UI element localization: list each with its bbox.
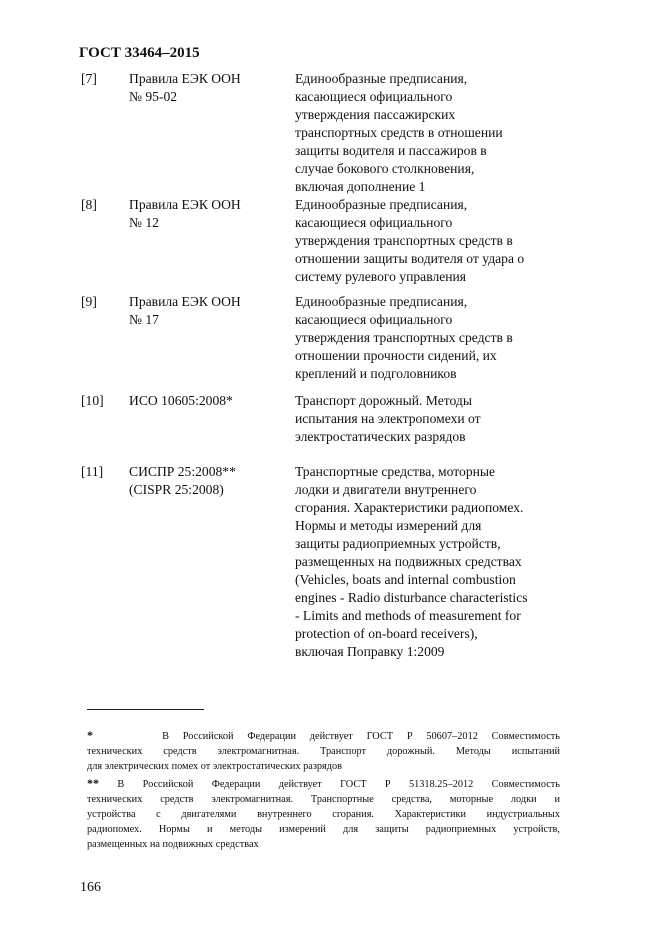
reference-title-line: (Vehicles, boats and internal combustion [295, 572, 516, 587]
reference-title-line: включая Поправку 1:2009 [295, 644, 445, 659]
reference-document-line: № 17 [129, 312, 159, 327]
page-number: 166 [80, 880, 101, 895]
reference-number: [7] [81, 71, 97, 86]
reference-title-line: protection of on-board receivers), [295, 626, 478, 641]
reference-title-line: лодки и двигатели внутреннего [295, 482, 477, 497]
reference-title-line: Единообразные предписания, [295, 197, 468, 212]
reference-title-line: Единообразные предписания, [295, 294, 468, 309]
reference-title-line: случае бокового столкновения, [295, 161, 475, 176]
reference-title-line: электростатических разрядов [295, 429, 466, 444]
reference-title [295, 70, 567, 196]
reference-document [129, 392, 267, 410]
reference-document [129, 463, 267, 499]
reference-number: [9] [81, 294, 97, 309]
reference-title-line: утверждения пассажирских [295, 107, 456, 122]
reference-title-line: отношении защиты водителя от удара о [295, 251, 525, 266]
reference-title-line: креплений и подголовников [295, 366, 457, 381]
reference-document-line: Правила ЕЭК ООН [129, 294, 241, 309]
footnote [87, 728, 560, 774]
footnote-separator [87, 709, 204, 710]
reference-title-line: касающиеся официального [295, 89, 453, 104]
reference-title-line: утверждения транспортных средств в [295, 233, 513, 248]
reference-title-line: Нормы и методы измерений для [295, 518, 482, 533]
reference-document [129, 70, 267, 106]
footnote-line: технических средств электромагнитная. Транспорт дорожный. Методы испытаний [87, 746, 560, 757]
footnote-mark: * [87, 728, 93, 742]
reference-title-line: систему рулевого управления [295, 269, 467, 284]
reference-title-line: транспортных средств в отношении [295, 125, 503, 140]
reference-title-line: утверждения транспортных средств в [295, 330, 513, 345]
reference-title-line: сгорания. Характеристики радиопомех. [295, 500, 524, 515]
reference-title [295, 463, 567, 661]
reference-document-line: № 95-02 [129, 89, 178, 104]
footnote-text: В Российской Федерации действует ГОСТ Р 51318.25–2012 Совместимость [99, 779, 560, 790]
reference-title-line: Транспорт дорожный. Методы [295, 393, 472, 408]
reference-title [295, 293, 567, 383]
reference-document-line: ИСО 10605:2008* [129, 393, 233, 408]
reference-document-line: СИСПР 25:2008** [129, 464, 236, 479]
reference-document [129, 196, 267, 232]
reference-number: [8] [81, 197, 97, 212]
footnote-mark: ** [87, 776, 99, 790]
reference-title-line: защиты водителя и пассажиров в [295, 143, 487, 158]
reference-title-line: Транспортные средства, моторные [295, 464, 496, 479]
reference-title-line: engines - Radio disturbance characteristics [295, 590, 528, 605]
reference-title-line: размещенных на подвижных средствах [295, 554, 522, 569]
footnote-line: технических средств электромагнитная. Транспортные средства, моторные лодки и [87, 794, 560, 805]
footnotes [87, 728, 560, 854]
reference-title-line: касающиеся официального [295, 215, 453, 230]
reference-document-line: Правила ЕЭК ООН [129, 71, 241, 86]
footnote-text: В Российской Федерации действует ГОСТ Р 50607–2012 Совместимость [93, 731, 560, 742]
reference-document-line: № 12 [129, 215, 159, 230]
footnote-line [87, 776, 560, 792]
footnote-line: для электрических помех от электростатических разрядов [87, 761, 343, 772]
reference-document-line: Правила ЕЭК ООН [129, 197, 241, 212]
reference-title-line: Единообразные предписания, [295, 71, 468, 86]
footnote-line: размещенных на подвижных средствах [87, 839, 259, 850]
reference-document-line: (CISPR 25:2008) [129, 482, 224, 497]
reference-title-line: испытания на электропомехи от [295, 411, 481, 426]
footnote-line: радиопомех. Нормы и методы измерений для защиты радиоприемных устройств, [87, 824, 560, 835]
reference-title-line: защиты радиоприемных устройств, [295, 536, 501, 551]
reference-title [295, 196, 567, 286]
footnote-line [87, 728, 560, 744]
reference-document [129, 293, 267, 329]
reference-title-line: отношении прочности сидений, их [295, 348, 497, 363]
reference-title-line: - Limits and methods of measurement for [295, 608, 521, 623]
reference-number: [11] [81, 464, 104, 479]
reference-title [295, 392, 567, 446]
footnote [87, 776, 560, 852]
reference-number: [10] [81, 393, 104, 408]
footnote-line: устройства с двигателями внутреннего сгорания. Характеристики индустриальных [87, 809, 560, 820]
reference-title-line: включая дополнение 1 [295, 179, 426, 194]
document-header: ГОСТ 33464–2015 [79, 45, 200, 61]
reference-title-line: касающиеся официального [295, 312, 453, 327]
